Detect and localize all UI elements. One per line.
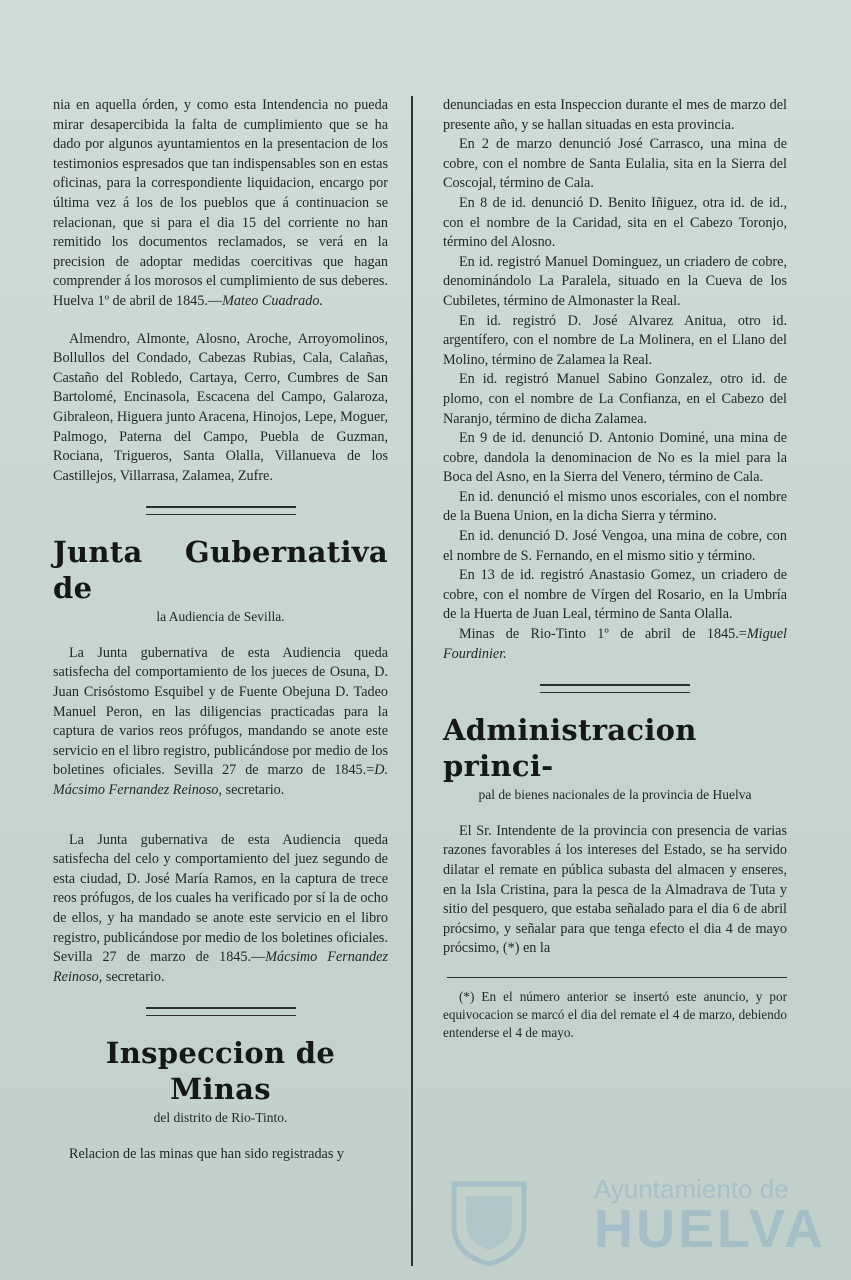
junta-paragraph-1-text: La Junta gubernativa de esta Audiencia queda satisfecha del comportamiento de los jueces de Osuna, D. Juan Crisóstomo Esquibel y de Fuente Obejuna D. Tadeo Manuel Peron, en las diligencias practicadas para la captura de varios reos prófugos, mandando se anote este servicio en el libro registro, publicándose por medio de los boletines oficiales. Sevilla 27 de marzo de 1845.= bbox=[53, 644, 388, 779]
column-divider bbox=[411, 96, 413, 1266]
minas-subtitle: del distrito de Rio-Tinto. bbox=[153, 1109, 288, 1125]
intro-text: nia en aquella órden, y como esta Intendencia no pueda mirar desapercibida la falta de cumplimiento que se ha dado por algunos ayuntamientos en la presentacion de los testimonios espresados que tan indispensables son en estas oficinas, para la correspondiente liquidacion, encargo por última vez á los de los pueblos que á continuacion se relacionan, que si para el dia 15 del corriente no han remitido los documentos reclamados, se verá en la precision de adoptar medidas coercitivas que hagan comprender á los morosos el cumplimiento de sus deberes. Huelva 1º de abril de 1845. bbox=[53, 97, 388, 309]
coat-of-arms-icon bbox=[444, 1176, 534, 1266]
mine-entry: En 9 de id. denunció D. Antonio Dominé, una mina de cobre, dandola la denominacion de No es la miel para la Boca del Asno, en la Sierra del Venero, término de Cala. bbox=[443, 430, 787, 486]
archive-watermark bbox=[444, 1168, 826, 1268]
towns-list: Almendro, Almonte, Alosno, Aroche, Arroyomolinos, Bollullos del Condado, Cabezas Rubias, Cala, Calañas, Castaño del Robledo, Cartaya, Cerro, Cumbres de San Bartolomé, Encinasola, Escacena del Campo, Galaroza, Gibraleon, Higuera junto Aracena, Hinojos, Lepe, Moguer, Palmogo, Paterna del Campo, Puebla de Guzman, Rociana, Trigueros, Santa Olalla, Villanueva de los Castillejos, Villarrasa, Zalamea, Zufre. bbox=[53, 330, 388, 484]
watermark-line-1: Ayuntamiento de bbox=[594, 1174, 789, 1204]
junta-paragraph-1-signature: D. Mácsimo Fernandez Reinoso bbox=[53, 762, 388, 799]
footnote-rule bbox=[447, 977, 787, 978]
minas-continuation: denunciadas en esta Inspeccion durante el mes de marzo del presente año, y se hallan situadas en esta provincia. bbox=[443, 97, 787, 133]
section-divider bbox=[443, 680, 787, 700]
mine-entry: En id. registró Manuel Dominguez, un criadero de cobre, denominándolo La Paralela, situado en la Cueva de los Cubiletes, término de Almonaster la Real. bbox=[443, 253, 787, 309]
mine-entry: En id. registró D. José Alvarez Anitua, otro id. argentífero, con el nombre de La Molinera, en el Llano del Molino, término de Zalamea la Real. bbox=[443, 312, 787, 368]
intro-signature: Mateo Cuadrado. bbox=[222, 292, 323, 309]
junta-paragraph-2 bbox=[53, 831, 388, 988]
section-divider bbox=[53, 1003, 388, 1023]
mine-entry: En 2 de marzo denunció José Carrasco, una mina de cobre, con el nombre de Santa Eulalia, sita en la Sierra del Coscojal, término de Cala. bbox=[443, 136, 787, 192]
junta-subtitle: la Audiencia de Sevilla. bbox=[156, 608, 285, 624]
admin-subtitle: pal de bienes nacionales de la provincia de Huelva bbox=[478, 786, 752, 802]
left-column bbox=[53, 96, 388, 1165]
spacer bbox=[53, 801, 388, 831]
double-rule bbox=[540, 684, 690, 693]
admin-paragraph: El Sr. Intendente de la provincia con presencia de varias razones favorables á los intereses del Estado, se ha servido dilatar el remate en pública subasta del almacen y enseres, en la Isla Cristina, para la pesca de la Almadrava de Tuta y sitio del pesquero, que estaba señalado para el dia 6 de abril prócsimo, y señalar para que tenga efecto el dia 4 de mayo prócsimo, (*) en la bbox=[443, 822, 787, 957]
minas-title: Inspeccion de Minas bbox=[105, 1035, 336, 1106]
minas-signature-place-date: Minas de Rio-Tinto 1º de abril de 1845.= bbox=[459, 626, 747, 643]
junta-paragraph-2-text: La Junta gubernativa de esta Audiencia queda satisfecha del celo y comportamiento del juez segundo de esta ciudad, D. José María Ramos, en la captura de trece reos prófugos, de los cuales ha verificado por sí la de ocho de ellos, y ha mandado se anote este servicio en el libro registro, publicándose por medio de los boletines oficiales. Sevilla 27 de marzo de 1845.— bbox=[53, 831, 388, 966]
intro-paragraph: nia en aquella órden, y como esta Intendencia no pueda mirar desapercibida la falta de cumplimiento que se ha dado por algunos ayuntamientos en la presentacion de los testimonios espresados que tan indispensables son en estas oficinas, para la correspondiente liquidacion, encargo por última vez á los de los pueblos que á continuacion se relacionan, que si para el dia 15 del corriente no han remitido los documentos reclamados, se verá en la precision de adoptar medidas coercitivas que hagan comprender á los morosos el cumplimiento de sus deberes. Huelva 1º de abril de 1845.—Mateo Cuadrado. bbox=[53, 97, 388, 309]
double-rule bbox=[146, 1007, 296, 1016]
mine-entry: En id. denunció D. José Vengoa, una mina de cobre, con el nombre de S. Fernando, en el mismo sitio y término. bbox=[443, 528, 787, 564]
section-divider bbox=[53, 502, 388, 522]
mine-entry: En 8 de id. denunció D. Benito Iñiguez, otra id. de id., con el nombre de la Caridad, sita en el Cabezo Toronjo, término del Alosno. bbox=[443, 194, 787, 251]
mine-entry: En 13 de id. registró Anastasio Gomez, un criadero de cobre, con el nombre de Vírgen del Rosario, en la Umbría de la Huerta de Juan Leal, término de Santa Olalla. bbox=[443, 567, 787, 623]
junta-paragraph-1 bbox=[53, 644, 388, 801]
minas-signature bbox=[443, 625, 787, 664]
minas-intro: Relacion de las minas que han sido registradas y bbox=[69, 1145, 345, 1162]
double-rule bbox=[146, 506, 296, 515]
mine-entry: En id. denunció el mismo unos escoriales, con el nombre de la Buena Union, en la dicha Sierra y término. bbox=[443, 488, 787, 525]
footnote: (*) En el número anterior se insertó este anuncio, y por equivocacion se marcó el dia del remate el 4 de marzo, debiendo entenderse el 4 de mayo. bbox=[443, 988, 787, 1040]
right-column bbox=[443, 96, 787, 1042]
junta-paragraph-2-suffix: , secretario. bbox=[98, 968, 165, 985]
admin-title: Administracion princi- bbox=[443, 712, 697, 783]
mine-entry: En id. registró Manuel Sabino Gonzalez, otro id. de plomo, con el nombre de La Confianza, en el Cabezo del Naranjo, término de dicha Zalamea. bbox=[443, 371, 787, 427]
watermark-line-2: HUELVA bbox=[594, 1199, 826, 1259]
junta-paragraph-2-signature: Mácsimo Fernandez Reinoso bbox=[53, 949, 388, 985]
junta-paragraph-1-suffix: , secretario. bbox=[218, 782, 285, 799]
junta-title: Junta Gubernativa de bbox=[53, 534, 388, 605]
minas-signature-name: Miguel Fourdinier. bbox=[443, 626, 787, 662]
